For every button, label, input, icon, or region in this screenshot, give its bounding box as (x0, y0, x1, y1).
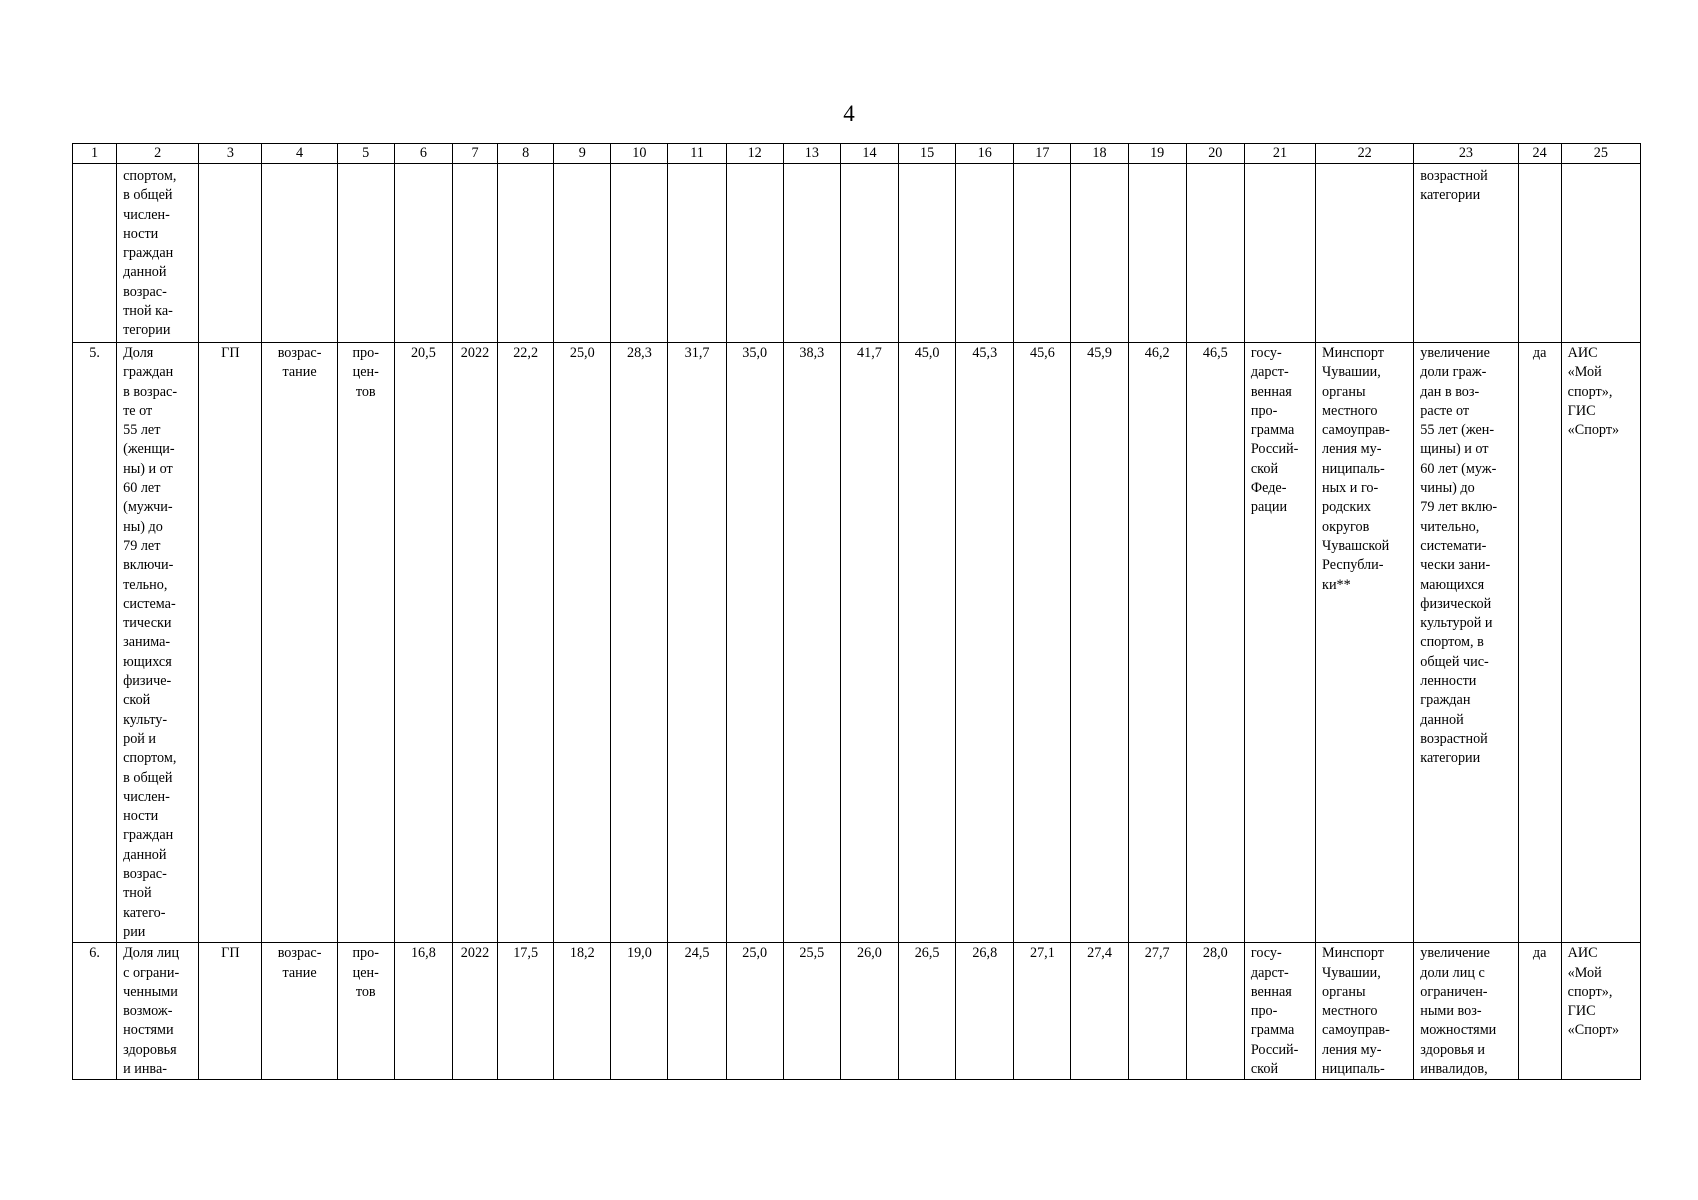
value-cell: 45,9 (1071, 343, 1128, 943)
indicator-name-cell: Доля лиц с ограни- ченными возмож- ностями здоровья и инва- (117, 943, 199, 1080)
value-cell: 45,0 (899, 343, 956, 943)
column-number: 22 (1316, 144, 1414, 164)
table-cell (668, 164, 726, 343)
value-cell: 28,3 (611, 343, 668, 943)
column-number: 14 (840, 144, 898, 164)
column-number: 25 (1561, 144, 1640, 164)
responsible-cell: Минспорт Чувашии, органы местного самоуправ- ления му- ниципаль- (1316, 943, 1414, 1080)
table-cell (1518, 164, 1561, 343)
base-value-cell: 16,8 (394, 943, 452, 1080)
column-number: 1 (73, 144, 117, 164)
value-cell: 27,7 (1128, 943, 1186, 1080)
value-cell: 25,5 (783, 943, 840, 1080)
value-cell: 41,7 (840, 343, 898, 943)
responsible-cell: Минспорт Чувашии, органы местного самоуправ- ления му- ниципаль- ных и го- родских округов Чувашской Республи- ки** (1316, 343, 1414, 943)
value-cell: 18,2 (554, 943, 611, 1080)
table-cell (1071, 164, 1128, 343)
table-cell (840, 164, 898, 343)
column-number: 12 (726, 144, 783, 164)
value-cell: 26,5 (899, 943, 956, 1080)
unit-cell: про- цен- тов (337, 343, 394, 943)
expected-result-cell: увеличение доли граж- дан в воз- расте от 55 лет (жен- щины) и от 60 лет (муж- чины) до 79 лет вклю- чительно, системати- чески зани- мающихся физической культурой и спортом, в общей чис- ленности граждан данной возрастной категории (1414, 343, 1518, 943)
indicator-name-cell: Доля граждан в возрас- те от 55 лет (женщи- ны) и от 60 лет (мужчи- ны) до 79 лет включи- тельно, система- тически занима- ющихся физиче- ской культу- рой и спортом, в общей числен- ности граждан данной возрас- тной катего- рии (117, 343, 199, 943)
column-number: 23 (1414, 144, 1518, 164)
table-cell (73, 164, 117, 343)
table-cell (1244, 164, 1315, 343)
indicators-table (72, 143, 1641, 1080)
unit-cell: про- цен- тов (337, 943, 394, 1080)
continued-row (73, 164, 1641, 343)
table-cell (1186, 164, 1244, 343)
expected-result-cell: возрастной категории (1414, 164, 1518, 343)
row-number-cell: 6. (73, 943, 117, 1080)
column-number: 19 (1128, 144, 1186, 164)
table-cell (262, 164, 337, 343)
column-number: 10 (611, 144, 668, 164)
trend-cell: возрас- тание (262, 943, 337, 1080)
table-cell (199, 164, 262, 343)
expected-result-cell: увеличение доли лиц с ограничен- ными воз- можностями здоровья и инвалидов, (1414, 943, 1518, 1080)
column-number: 3 (199, 144, 262, 164)
value-cell: 45,3 (956, 343, 1014, 943)
table-cell (726, 164, 783, 343)
flag-cell: да (1518, 943, 1561, 1080)
level-cell: ГП (199, 943, 262, 1080)
column-number: 9 (554, 144, 611, 164)
value-cell: 17,5 (498, 943, 554, 1080)
column-number: 7 (452, 144, 497, 164)
column-number: 15 (899, 144, 956, 164)
table-cell (1561, 164, 1640, 343)
table-row (73, 343, 1641, 943)
value-cell: 26,8 (956, 943, 1014, 1080)
table-cell (611, 164, 668, 343)
column-number: 18 (1071, 144, 1128, 164)
column-number: 17 (1014, 144, 1071, 164)
flag-cell: да (1518, 343, 1561, 943)
value-cell: 24,5 (668, 943, 726, 1080)
base-year-cell: 2022 (452, 943, 497, 1080)
value-cell: 19,0 (611, 943, 668, 1080)
page-number: 4 (843, 101, 855, 126)
value-cell: 45,6 (1014, 343, 1071, 943)
table-cell (498, 164, 554, 343)
column-number: 2 (117, 144, 199, 164)
column-number-row (73, 144, 1641, 164)
value-cell: 35,0 (726, 343, 783, 943)
info-system-cell: АИС «Мой спорт», ГИС «Спорт» (1561, 343, 1640, 943)
column-number: 16 (956, 144, 1014, 164)
value-cell: 38,3 (783, 343, 840, 943)
value-cell: 25,0 (726, 943, 783, 1080)
base-value-cell: 20,5 (394, 343, 452, 943)
table-cell (337, 164, 394, 343)
table-cell (899, 164, 956, 343)
column-number: 6 (394, 144, 452, 164)
value-cell: 46,5 (1186, 343, 1244, 943)
column-number: 24 (1518, 144, 1561, 164)
column-number: 5 (337, 144, 394, 164)
value-cell: 27,1 (1014, 943, 1071, 1080)
column-number: 20 (1186, 144, 1244, 164)
trend-cell: возрас- тание (262, 343, 337, 943)
info-system-cell: АИС «Мой спорт», ГИС «Спорт» (1561, 943, 1640, 1080)
table-cell (554, 164, 611, 343)
program-cell: госу- дарст- венная про- грамма Россий- ской Феде- рации (1244, 343, 1315, 943)
table-row (73, 943, 1641, 1080)
value-cell: 31,7 (668, 343, 726, 943)
value-cell: 46,2 (1128, 343, 1186, 943)
row-number-cell: 5. (73, 343, 117, 943)
indicator-name-cell: спортом, в общей числен- ности граждан данной возрас- тной ка- тегории (117, 164, 199, 343)
value-cell: 26,0 (840, 943, 898, 1080)
column-number: 21 (1244, 144, 1315, 164)
value-cell: 22,2 (498, 343, 554, 943)
level-cell: ГП (199, 343, 262, 943)
table-cell (452, 164, 497, 343)
table-cell (1014, 164, 1071, 343)
table-cell (956, 164, 1014, 343)
base-year-cell: 2022 (452, 343, 497, 943)
value-cell: 28,0 (1186, 943, 1244, 1080)
table-cell (1316, 164, 1414, 343)
column-number: 4 (262, 144, 337, 164)
column-number: 11 (668, 144, 726, 164)
value-cell: 25,0 (554, 343, 611, 943)
table-cell (1128, 164, 1186, 343)
value-cell: 27,4 (1071, 943, 1128, 1080)
column-number: 8 (498, 144, 554, 164)
program-cell: госу- дарст- венная про- грамма Россий- ской (1244, 943, 1315, 1080)
column-number: 13 (783, 144, 840, 164)
table-cell (783, 164, 840, 343)
table-cell (394, 164, 452, 343)
